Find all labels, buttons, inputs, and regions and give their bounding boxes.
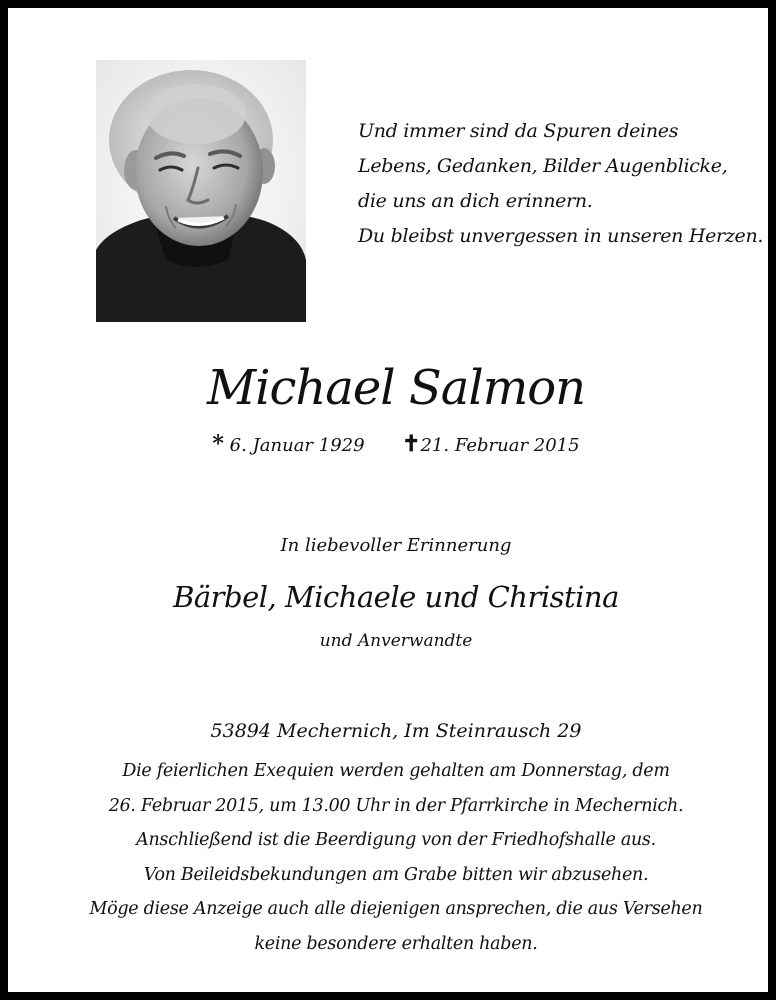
notice-line: keine besondere erhalten haben. bbox=[254, 933, 538, 954]
life-dates bbox=[8, 428, 776, 462]
death-cross-icon: ✝ bbox=[402, 431, 421, 457]
memory-intro: In liebevoller Erinnerung bbox=[280, 535, 512, 556]
verse-line: die uns an dich erinnern. bbox=[358, 190, 593, 212]
deceased-name: Michael Salmon bbox=[206, 360, 586, 416]
family-address: 53894 Mechernich, Im Steinrausch 29 bbox=[210, 720, 582, 742]
birth-date: 6. Januar 1929 bbox=[229, 435, 365, 456]
birth-star-icon: * bbox=[212, 431, 224, 457]
verse-line: Du bleibst unvergessen in unseren Herzen. bbox=[358, 225, 764, 247]
death-date: 21. Februar 2015 bbox=[420, 435, 580, 456]
notice-line: Möge diese Anzeige auch alle diejenigen ansprechen, die aus Versehen bbox=[89, 899, 703, 919]
funeral-notice bbox=[48, 754, 744, 961]
notice-line: Die feierlichen Exequien werden gehalten am Donnerstag, dem bbox=[122, 761, 670, 781]
relatives-line: und Anverwandte bbox=[319, 631, 473, 651]
verse-line: Lebens, Gedanken, Bilder Augenblicke, bbox=[358, 155, 728, 177]
portrait-photo bbox=[96, 60, 306, 322]
mourner-names: Bärbel, Michaele und Christina bbox=[173, 580, 619, 614]
notice-line: Von Beileidsbekundungen am Grabe bitten wir abzusehen. bbox=[143, 864, 649, 885]
memorial-verse bbox=[358, 114, 764, 254]
verse-line: Und immer sind da Spuren deines bbox=[358, 120, 679, 142]
notice-line: 26. Februar 2015, um 13.00 Uhr in der Pfarrkirche in Mechernich. bbox=[108, 795, 684, 816]
notice-line: Anschließend ist die Beerdigung von der Friedhofshalle aus. bbox=[136, 830, 656, 850]
